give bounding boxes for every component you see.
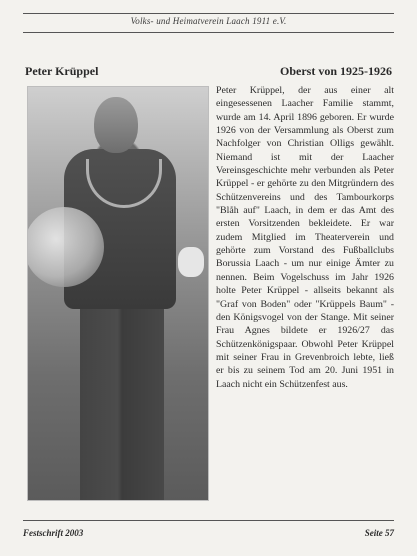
portrait-photo: [27, 86, 209, 501]
footer-rule: [23, 520, 394, 521]
footer-publication: Festschrift 2003: [23, 528, 84, 538]
photo-glove: [178, 247, 204, 277]
rank-title: Oberst von 1925-1926: [280, 64, 392, 78]
header-rule-top: [23, 13, 394, 14]
article-body: Peter Krüppel, der aus einer alt eingesessenen Laacher Familie stammt, wurde am 14. April 1896 geboren. Er wurde 1926 von der Versammlung als Oberst zum Nachfolger von Christian Olligs gewählt. Niemand ist mit der Laacher Vereinsgeschichte mehr verbunden als Peter Krüppel - er gehörte zu den Mitgründern des Schützenvereins und des Tambourkorps "Blåh auf" Laach, in dem er das Amt des ersten Vorsitzenden bekleidete. Er war zudem Mitglied im Theaterverein und gehörte zum Vorstand des Fußballclubs Borussia Laach - um nur einige Ämter zu nennen. Beim Vogelschuss im Jahr 1926 holte Peter Krüppel - allseits bekannt als "Graf von Boden" oder "Krüppels Baum" - den Königsvogel von der Stange. Mit seiner Frau Agnes bildete er 1926/27 das Schützenkönigspaar. Obwohl Peter Krüppel mit seiner Frau in Grevenbroich lebte, ließ er bis zu seinem Tod am 20. Juni 1951 in Laach nicht ein Schützenfest aus.: [216, 85, 394, 390]
running-header: Volks- und Heimatverein Laach 1911 e.V.: [130, 16, 287, 26]
header-rule-bottom: [23, 32, 394, 33]
person-name: Peter Krüppel: [25, 64, 99, 78]
photo-legs: [80, 307, 164, 501]
photo-head: [94, 97, 138, 153]
footer-page-number: Seite 57: [364, 528, 394, 538]
photo-helmet-plume: [27, 207, 104, 287]
